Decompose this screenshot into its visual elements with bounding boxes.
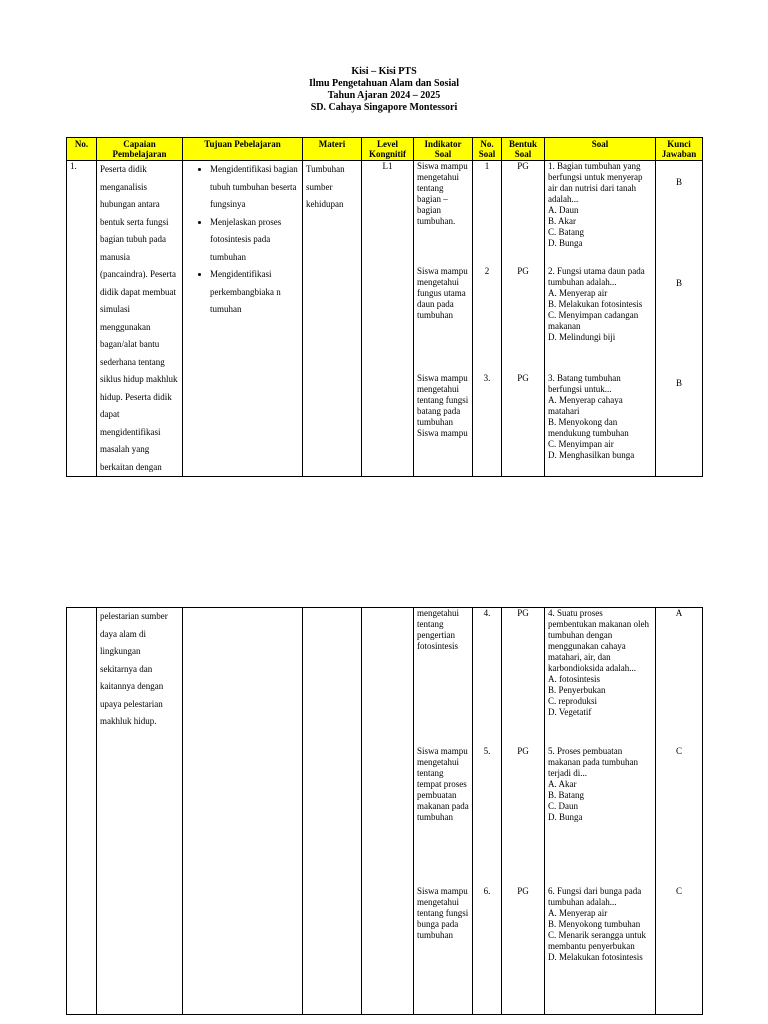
kunci-3: B (675, 378, 682, 388)
soal-3 (548, 373, 652, 461)
soal-option: D. Melakukan fotosintesis (548, 952, 643, 962)
soal-question: 2. Fungsi utama daun pada tumbuhan adalah... (548, 266, 645, 287)
tujuan-list (186, 161, 299, 319)
cell-level: L1 (362, 161, 414, 477)
soal-option: C. Menyimpan air (548, 439, 614, 449)
col-tujuan: Tujuan Pebelajaran (183, 138, 303, 161)
list-item: • Mengidentifikasi bagian tubuh tumbuhan beserta fungsinya (210, 161, 299, 214)
cell-indikator (414, 608, 473, 1015)
list-item: • Menjelaskan proses fotosintesis pada tumbuhan (210, 214, 299, 267)
bentuk-2: PG (517, 266, 529, 276)
soal-option: D. Bunga (548, 238, 583, 248)
soal-option: B. Menyokong dan mendukung tumbuhan (548, 417, 629, 438)
soal-option: D. Menghasilkan bunga (548, 450, 635, 460)
cell-bentuk (502, 161, 545, 477)
soal-4 (548, 608, 652, 746)
soal-option: C. reproduksi (548, 696, 597, 706)
soal-option: D. Vegetatif (548, 707, 592, 717)
cell-materi (303, 608, 362, 1015)
col-soal: Soal (545, 138, 656, 161)
cell-kunci (656, 608, 703, 1015)
list-item: • Mengidentifikasi perkembangbiaka n tumuhan (210, 266, 299, 319)
col-materi: Materi (303, 138, 362, 161)
kunci-2: B (675, 278, 682, 288)
bentuk-3: PG (517, 373, 529, 383)
col-capaian: Capaian Pembelajaran (97, 138, 183, 161)
soal-option: C. Batang (548, 227, 584, 237)
soal-option: A. Menyerap cahaya matahari (548, 395, 623, 416)
soal-option: B. Melakukan fotosintesis (548, 299, 643, 309)
cell-no-soal (473, 608, 502, 1015)
kisi-table-page-1 (66, 137, 703, 477)
cell-materi: Tumbuhan sumber kehidupan (303, 161, 362, 477)
table-row (67, 161, 703, 477)
doc-school: SD. Cahaya Singapore Montessori (310, 102, 458, 113)
col-no: No. (67, 138, 97, 161)
table-row (67, 608, 703, 1015)
no-soal-6: 6. (483, 886, 491, 896)
no-soal-4: 4. (483, 608, 491, 618)
cell-indikator (414, 161, 473, 477)
soal-option: D. Bunga (548, 812, 583, 822)
soal-option: B. Menyokong tumbuhan (548, 919, 641, 929)
doc-year: Tahun Ajaran 2024 – 2025 (327, 90, 441, 101)
soal-question: 6. Fungsi dari bunga pada tumbuhan adalah... (548, 886, 642, 907)
col-level: Level Kongnitif (362, 138, 414, 161)
col-indikator: Indikator Soal (414, 138, 473, 161)
col-no-soal: No. Soal (473, 138, 502, 161)
soal-question: 3. Batang tumbuhan berfungsi untuk... (548, 373, 621, 394)
cell-no-soal (473, 161, 502, 477)
kunci-5: C (675, 746, 682, 756)
col-bentuk: Bentuk Soal (502, 138, 545, 161)
soal-option: A. Daun (548, 205, 579, 215)
indikator-4: mengetahui tentang pengertian fotosintesis (417, 608, 459, 651)
soal-option: C. Daun (548, 801, 578, 811)
no-soal-3: 3. (483, 373, 491, 383)
soal-option: C. Menarik serangga untuk membantu penyerbukan (548, 930, 646, 951)
soal-option: D. Melindungi biji (548, 332, 616, 342)
no-soal-1: 1 (484, 161, 490, 171)
soal-option: B. Akar (548, 216, 576, 226)
soal-question: 1. Bagian tumbuhan yang berfungsi untuk menyerap air dan nutrisi dari tanah adalah... (548, 161, 643, 204)
header-row (67, 138, 703, 161)
kunci-4: A (675, 608, 683, 618)
cell-soal (545, 161, 656, 477)
cell-bentuk (502, 608, 545, 1015)
soal-option: A. Menyerap air (548, 908, 608, 918)
bentuk-4: PG (517, 608, 529, 618)
soal-6 (548, 886, 652, 963)
cell-level (362, 608, 414, 1015)
cell-no (67, 608, 97, 1015)
soal-question: 5. Proses pembuatan makanan pada tumbuhan terjadi di... (548, 746, 638, 778)
kunci-1: B (675, 177, 682, 187)
indikator-1: Siswa mampu mengetahui tentang bagian – bagian tumbuhan. (417, 161, 468, 226)
cell-capaian: pelestarian sumber daya alam di lingkungan sekitarnya dan kaitannya dengan upaya pelestarian makhluk hidup. (97, 608, 183, 1015)
kisi-table-page-2 (66, 607, 703, 1015)
document-header (0, 66, 768, 114)
bentuk-1: PG (517, 161, 529, 171)
soal-5 (548, 746, 652, 886)
soal-option: B. Penyerbukan (548, 685, 606, 695)
bentuk-5: PG (517, 746, 529, 756)
soal-2 (548, 266, 652, 373)
indikator-5: Siswa mampu mengetahui tentang tempat proses pembuatan makanan pada tumbuhan (417, 746, 469, 822)
soal-option: C. Menyimpan cadangan makanan (548, 310, 639, 331)
cell-tujuan (183, 608, 303, 1015)
indikator-3: Siswa mampu mengetahui tentang fungsi batang pada tumbuhan (417, 373, 469, 427)
cell-tujuan (183, 161, 303, 477)
kunci-6: C (675, 886, 682, 896)
doc-title: Kisi – Kisi PTS (351, 66, 417, 77)
soal-option: A. fotosintesis (548, 674, 601, 684)
soal-option: A. Menyerap air (548, 288, 608, 298)
doc-subject: Ilmu Pengetahuan Alam dan Sosial (308, 78, 460, 89)
soal-option: A. Akar (548, 779, 577, 789)
indikator-6: Siswa mampu mengetahui tentang fungsi bunga pada tumbuhan (417, 886, 469, 940)
soal-1 (548, 161, 652, 266)
no-soal-2: 2 (484, 266, 490, 276)
no-soal-5: 5. (483, 746, 491, 756)
cell-capaian: Peserta didik menganalisis hubungan antara bentuk serta fungsi bagian tubuh pada manusia (pancaindra). Peserta didik dapat membuat simulasi menggunakan bagan/alat bantu sederhana tentang siklus hidup makhluk hidup. Peserta didik dapat mengidentifikasi masalah yang berkaitan dengan (97, 161, 183, 477)
soal-option: B. Batang (548, 790, 584, 800)
soal-question: 4. Suatu proses pembentukan makanan oleh tumbuhan dengan menggunakan cahaya matahari, air, dan karbondioksida adalah... (548, 608, 649, 673)
indikator-2: Siswa mampu mengetahui fungus utama daun pada tumbuhan (417, 266, 468, 320)
bentuk-6: PG (517, 886, 529, 896)
cell-no: 1. (67, 161, 97, 477)
cell-soal (545, 608, 656, 1015)
indikator-4-top: Siswa mampu (417, 428, 468, 438)
cell-kunci (656, 161, 703, 477)
col-kunci: Kunci Jawaban (656, 138, 703, 161)
